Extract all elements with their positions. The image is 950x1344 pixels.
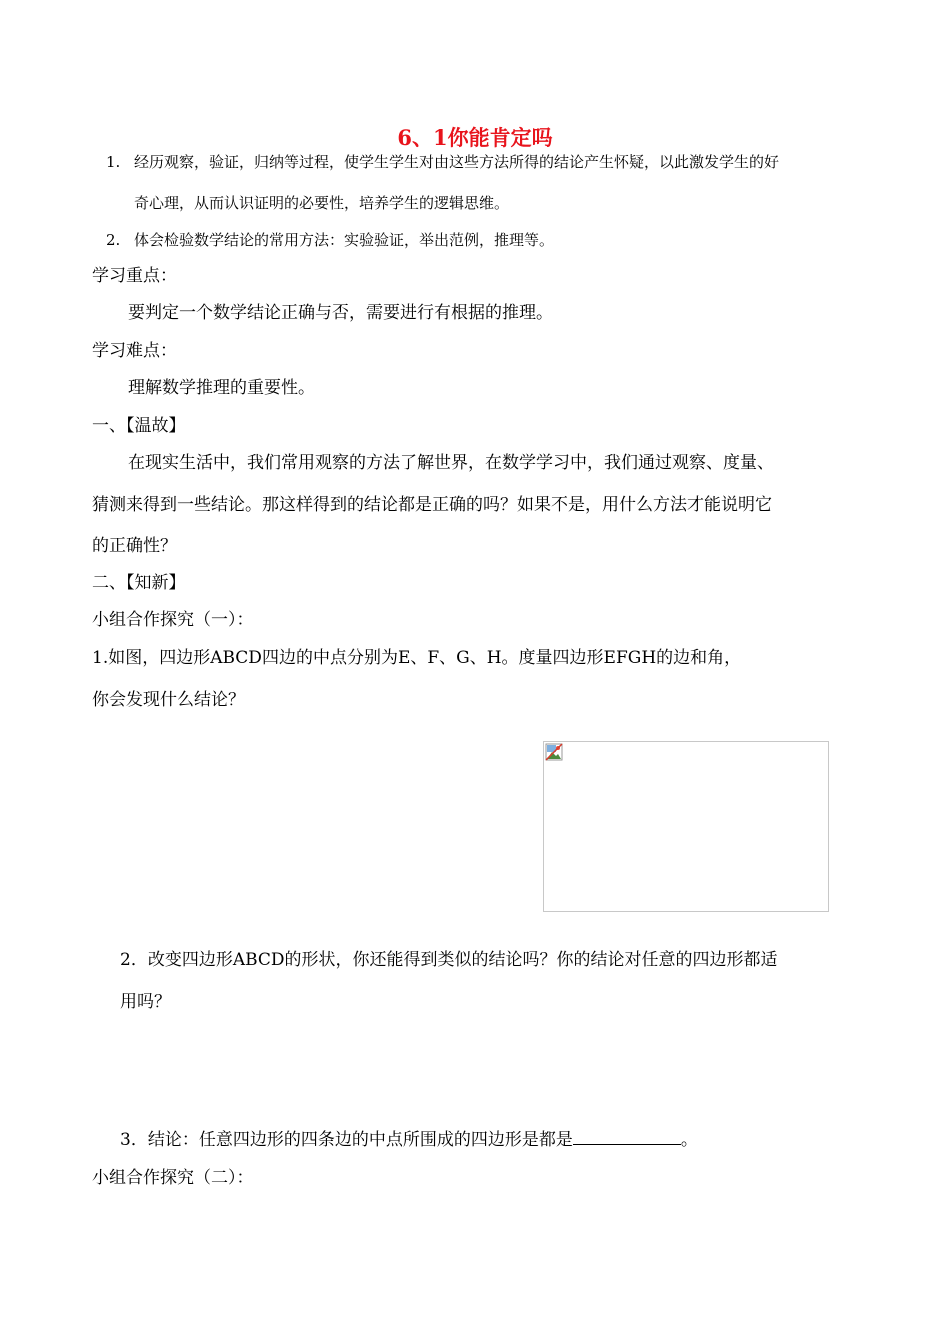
page-title: 6、1你能肯定吗 [397,125,553,150]
key-point-text: 要判定一个数学结论正确与否，需要进行有根据的推理。 [128,303,553,323]
difficulty-text: 理解数学推理的重要性。 [128,378,315,398]
question-3-end: 。 [680,1130,698,1150]
broken-image-icon [545,743,563,761]
difficulty-heading: 学习难点： [92,341,177,361]
answer-blank[interactable] [573,1128,681,1145]
objective-1-number: 1. [106,153,121,171]
objective-2-number: 2. [106,231,121,249]
quadrilateral-figure-placeholder [543,741,829,912]
group1-heading: 小组合作探究（一）： [92,610,254,630]
question-1-line-2: 你会发现什么结论？ [92,690,245,710]
question-3 [120,1128,698,1151]
question-2-line-2: 用吗？ [120,992,171,1012]
question-2-line-1: 2．改变四边形ABCD的形状，你还能得到类似的结论吗？你的结论对任意的四边形都适 [120,950,778,970]
objective-1-line-2: 奇心理，从而认识证明的必要性，培养学生的逻辑思维。 [134,194,510,212]
key-point-heading: 学习重点： [92,266,177,286]
new-knowledge-heading: 二、【知新】 [92,573,186,593]
objective-2-line-1: 体会检验数学结论的常用方法：实验验证，举出范例，推理等。 [134,231,555,249]
review-line-1: 在现实生活中，我们常用观察的方法了解世界，在数学学习中，我们通过观察、度量、 [128,453,774,473]
review-line-2: 猜测来得到一些结论。那这样得到的结论都是正确的吗？如果不是，用什么方法才能说明它 [92,495,772,515]
question-3-text: 3．结论：任意四边形的四条边的中点所围成的四边形是都是 [120,1130,573,1150]
review-line-3: 的正确性？ [92,536,177,556]
objective-1-line-1: 经历观察，验证，归纳等过程，使学生学生对由这些方法所得的结论产生怀疑，以此激发学生的好 [134,153,780,171]
question-1-line-1: 1.如图，四边形ABCD四边的中点分别为E、F、G、H。度量四边形EFGH的边和角， [92,648,742,668]
review-heading: 一、【温故】 [92,416,186,436]
group2-heading: 小组合作探究（二）： [92,1168,254,1188]
